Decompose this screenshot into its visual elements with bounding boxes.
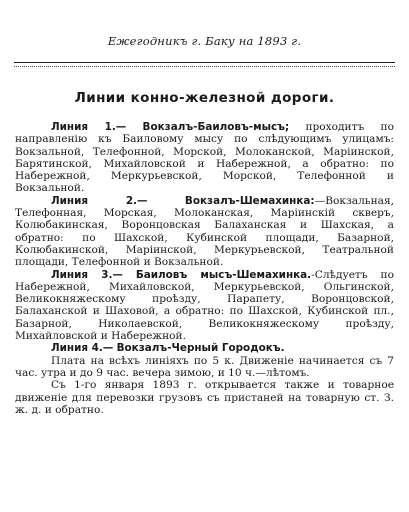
route-name: Баиловъ мысъ-Шемахинка. [135,268,312,281]
header-rule [14,62,395,71]
paragraph-fares [15,355,394,380]
paragraph-text: Съ 1-го января 1893 г. открывается также и товарное движеніе для перевозки грузовъ съ пристаней на товарную ст. З. ж. д. и обратно. [15,379,394,416]
paragraph-line-1 [15,121,394,195]
paragraph-line-4 [15,342,394,354]
paragraph-text: —Вокзальная, Телефонная, Морская, Молоканская, Маріинскій скверъ, Колюбакинская, Воронцовская Балаханская и Шахская, а обратно: по Шахской, Кубинской площади, Базарной, Колюбакинской, Маріинской, Меркурьевской, Театральной площади, Телефонной и Вокзальной. [15,194,394,269]
paragraph-text: проходитъ по направленію къ Баиловому мысу по слѣдующимъ улицамъ: Вокзальной, Телефонной, Морской, Молоканской, Маріинской, Барятинской, Михайловской и Набережной, а обратно: по Набережной, Меркурьевской, Морской, Телефонной и Вокзальной. [15,121,394,195]
section-title: Линии конно-железной дороги. [74,90,335,106]
body-text [15,121,394,416]
line-label: Линия 2.— [51,194,148,207]
paragraph-text: -Слѣдуетъ по Набережной, Михайловской, Меркурьевской, Ольгинской, Великокняжескому проѣзду, Парапету, Воронцовской, Балаханской и Шаховой, а обратно: по Шахской, Кубинской пл., Базарной, Николаевской, Великокняжескому проѣзду, Михайловской и Набережной. [15,268,394,343]
line-label: Линия 4.— [51,342,114,355]
route-name: Вокзалъ-Шемахинка: [184,194,315,207]
line-label: Линия 3.— [51,268,123,281]
route-name: Вокзалъ-Черный Городокъ. [116,342,285,355]
running-head: Ежегодникъ г. Баку на 1893 г. [107,34,302,48]
line-label: Линия 1.— [51,121,127,133]
paragraph-text: Плата на всѣхъ линіяхъ по 5 к. Движеніе начинается съ 7 час. утра и до 9 час. вечера зимою, и 10 ч.—лѣтомъ. [15,354,394,379]
route-name: Вокзалъ-Баиловъ-мысъ; [142,121,290,133]
paragraph-line-2 [15,195,394,269]
paragraph-freight [15,379,394,416]
paragraph-line-3 [15,269,394,343]
